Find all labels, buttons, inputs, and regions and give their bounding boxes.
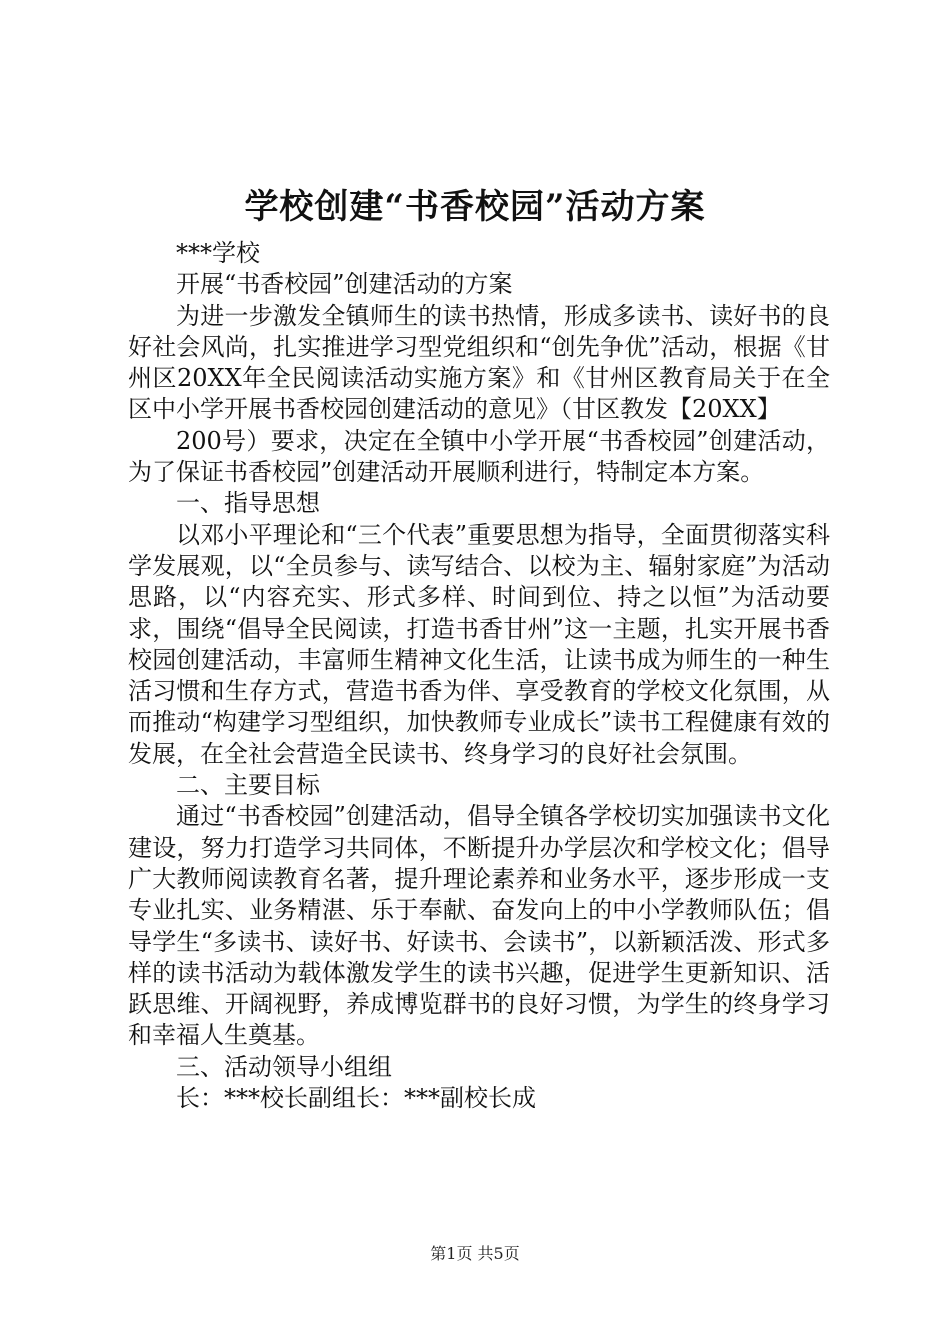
page-footer: 第1页 共5页 [430,1244,520,1263]
section-heading-guiding-thought: 一、指导思想 [176,489,320,518]
paragraph-intro: 为进一步激发全镇师生的读书热情，形成多读书、读好书的良好社会风尚，扎实推进学习型党组织和“创先争优”活动，根据《甘州区20XX年全民阅读活动实施方案》和《甘州区教育局关于在全区中小学开展书香校园创建活动的意见》（甘区教发【20XX】 [128,301,830,424]
section-heading-leadership-group: 三、活动领导小组组 [176,1052,392,1081]
paragraph-main-goals: 通过“书香校园”创建活动，倡导全镇各学校切实加强读书文化建设，努力打造学习共同体，不断提升办学层次和学校文化；倡导广大教师阅读教育名著，提升理论素养和业务水平，逐步形成一支专业扎实、业务精湛、乐于奉献、奋发向上的中小学教师队伍；倡导学生“多读书、读好书、好读书、会读书”，以新颖活泼、形式多样的读书活动为载体激发学生的读书兴趣，促进学生更新知识、活跃思维、开阔视野，养成博览群书的良好习惯，为学生的终身学习和幸福人生奠基。 [128,802,830,1050]
document-title: 学校创建“书香校园”活动方案 [244,187,706,227]
section-heading-main-goals: 二、主要目标 [176,771,320,800]
paragraph-plan-heading: 开展“书香校园”创建活动的方案 [176,270,513,299]
paragraph-guiding-thought: 以邓小平理论和“三个代表”重要思想为指导，全面贯彻落实科学发展观，以“全员参与、读写结合、以校为主、辐射家庭”为活动思路，以“内容充实、形式多样、时间到位、持之以恒”为活动要求，围绕“倡导全民阅读，打造书香甘州”这一主题，扎实开展书香校园创建活动，丰富师生精神文化生活，让读书成为师生的一种生活习惯和生存方式，营造书香为伴、享受教育的学校文化氛围，从而推动“构建学习型组织，加快教师专业成长”读书工程健康有效的发展，在全社会营造全民读书、终身学习的良好社会氛围。 [128,520,830,768]
paragraph-school-name: ***学校 [176,239,260,267]
paragraph-intro-continued: 200号）要求，决定在全镇中小学开展“书香校园”创建活动，为了保证书香校园”创建活动开展顺利进行，特制定本方案。 [128,426,830,487]
document-body [128,238,830,1114]
paragraph-leadership-group: 长：***校长副组长：***副校长成 [176,1084,536,1113]
